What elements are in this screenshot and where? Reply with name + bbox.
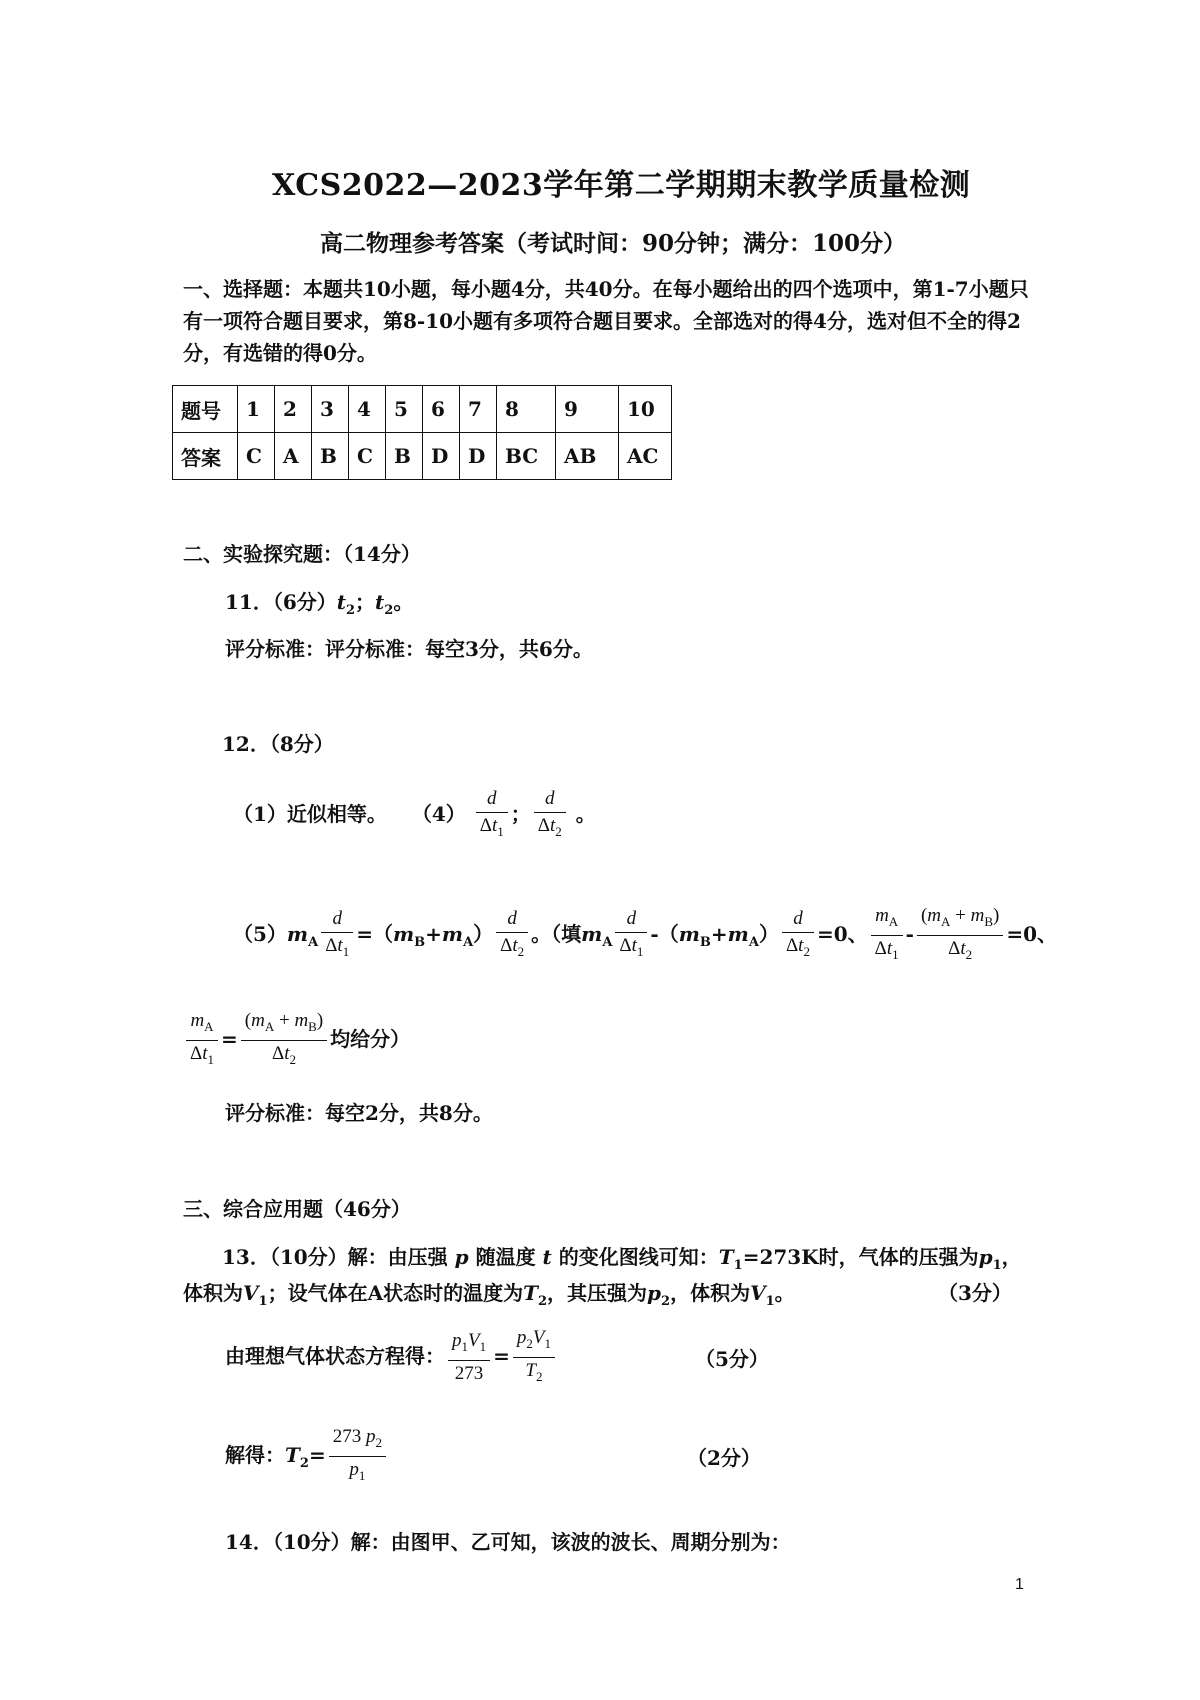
- q13-text: 随温度: [475, 1245, 536, 1269]
- table-cell: B: [386, 433, 423, 480]
- fraction-p1v1-273: $\frac{p_1V_1}{273}$: [448, 1328, 490, 1387]
- section1-instructions: 一、选择题：本题共10小题，每小题4分，共40分。在每小题给出的四个选项中，第1-7小题只有一项符合题目要求，第8-10小题有多项符合题目要求。全部选对的得4分，选对但不全的得2分，有选错的得0分。: [183, 277, 1029, 365]
- q12-line-1: （1）近似相等。 （4） $\frac{d}{\Delta t_1}$ ； $\frac{d}{\Delta t_2}$ 。: [233, 786, 596, 845]
- q11-sub: 2: [346, 603, 356, 618]
- fraction-mA-dt1: $\frac{m_A}{\Delta t_1}$: [871, 903, 903, 968]
- table-cell: C: [349, 433, 386, 480]
- q13-text: ；设气体在A状态时的温度为: [267, 1281, 524, 1305]
- table-cell: 5: [386, 386, 423, 433]
- q11-sep: ；: [355, 590, 376, 614]
- fraction-mAmB-dt2: $\frac{(m_A + m_B)}{\Delta t_2}$: [241, 1008, 327, 1073]
- q11-answer: [225, 586, 413, 618]
- table-cell: 2: [275, 386, 312, 433]
- table-cell: 9: [556, 386, 619, 433]
- q13-solve-line: 解得：$T_2=$ $\frac{273 p_2}{p_1}$: [225, 1424, 389, 1489]
- table-cell: 10: [619, 386, 672, 433]
- fraction-d-dt2: $\frac{d}{\Delta t_2}$: [496, 906, 528, 965]
- table-cell: AB: [556, 433, 619, 480]
- table-cell: C: [238, 433, 275, 480]
- table-cell: 4: [349, 386, 386, 433]
- q12-part4: （4）: [411, 801, 466, 826]
- table-row: [173, 433, 672, 480]
- q11-sub: 2: [384, 603, 394, 618]
- q13-text: 13．（10分）解：由压强: [222, 1245, 448, 1269]
- q12-part1: （1）近似相等。: [233, 801, 387, 826]
- fraction-mAmB-dt2: $\frac{(m_A + m_B)}{\Delta t_2}$: [917, 903, 1003, 968]
- q12-line-5-cont: $\frac{m_A}{\Delta t_1}$ = $\frac{(m_A + m_B)}{\Delta t_2}$ 均给分）: [183, 1008, 410, 1073]
- q13-line-1: 13．（10分）解：由压强 p 随温度 t 的变化图线可知：$T_1=273K$时，气体的压强为$p_1$，: [222, 1245, 1022, 1273]
- q13-score-1: （3分）: [938, 1281, 1012, 1305]
- q13-score-2: （5分）: [695, 1347, 769, 1371]
- fraction-d-dt1: $\frac{d}{\Delta t_1}$: [321, 906, 353, 965]
- page-subtitle: 高二物理参考答案（考试时间：90分钟；满分：100分）: [320, 230, 907, 257]
- table-cell: 6: [423, 386, 460, 433]
- q13-solve-label: 解得：: [225, 1442, 285, 1467]
- table-cell: 3: [312, 386, 349, 433]
- q11-scoring: 评分标准：评分标准：每空3分，共6分。: [225, 637, 593, 661]
- page-title: XCS2022—2023学年第二学期期末教学质量检测: [272, 168, 971, 203]
- q13-score-3: （2分）: [687, 1446, 761, 1470]
- q13-line-2: 体积为$V_1$；设气体在A状态时的温度为$T_2$，其压强为$p_2$，体积为$V_1$。: [183, 1281, 795, 1309]
- table-cell: D: [423, 433, 460, 480]
- q14-line-1: 14．（10分）解：由图甲、乙可知，该波的波长、周期分别为：: [225, 1530, 791, 1554]
- q13-text: 体积为: [183, 1281, 243, 1305]
- table-cell: 1: [238, 386, 275, 433]
- q12-heading: 12．（8分）: [222, 732, 334, 756]
- q11-var-t: t: [375, 590, 385, 614]
- q13-text: 。: [774, 1281, 795, 1305]
- table-cell: BC: [497, 433, 556, 480]
- q13-text: ，其压强为: [547, 1281, 648, 1305]
- fraction-d-dt2: $\frac{d}{\Delta t_2}$: [782, 906, 814, 965]
- table-cell: AC: [619, 433, 672, 480]
- fraction-mA-dt1: $\frac{m_A}{\Delta t_1}$: [186, 1008, 218, 1073]
- q13-text: ，体积为: [670, 1281, 751, 1305]
- q12-part5: （5）: [233, 921, 287, 946]
- q12-line-5: $(5)m_A$ $\frac{d}{\Delta t_1}$ $=(m_B+m_A)$ $\frac{d}{\Delta t_2}$ 。（填$m_A$ $\frac{d}{\Delta t_1}$ $-(m_B+m_A)$ $\frac{d}{\Delta t_2}$ =0、 $\frac{m_A}{\Delta t_1}$ - $\frac{(m_A + m_B)}{\Delta t_2}$ =0、: [233, 903, 1057, 968]
- table-cell: B: [312, 433, 349, 480]
- fraction-d-dt1: $\frac{d}{\Delta t_1}$: [476, 786, 508, 845]
- q12-tail: 均给分）: [330, 1026, 411, 1051]
- q11-var-t: t: [336, 590, 346, 614]
- fraction-p2v1-t2: $\frac{p_2V_1}{T_2}$: [513, 1325, 555, 1390]
- q13-text: =273K时，气体的压强为: [742, 1245, 979, 1269]
- table-cell: D: [460, 433, 497, 480]
- table-cell: 7: [460, 386, 497, 433]
- table-row-label: 题号: [173, 386, 238, 433]
- section3-heading: 三、综合应用题（46分）: [183, 1197, 411, 1221]
- q11-end: 。: [393, 590, 414, 614]
- table-cell: 8: [497, 386, 556, 433]
- fraction-d-dt1: $\frac{d}{\Delta t_1}$: [615, 906, 647, 965]
- q13-eq-label: 由理想气体状态方程得：: [225, 1343, 445, 1368]
- q12-fill-note: 。（填: [531, 921, 582, 946]
- section2-heading: 二、实验探究题：（14分）: [183, 542, 421, 566]
- q12-scoring: 评分标准：每空2分，共8分。: [225, 1101, 493, 1125]
- fraction-d-dt2: $\frac{d}{\Delta t_2}$: [534, 786, 566, 845]
- table-cell: A: [275, 433, 312, 480]
- q11-prefix: 11．（6分）: [225, 590, 337, 614]
- table-row: [173, 386, 672, 433]
- q13-equation-line: 由理想气体状态方程得： $\frac{p_1V_1}{273}$ = $\frac{p_2V_1}{T_2}$: [225, 1325, 558, 1390]
- fraction-273p2-p1: $\frac{273 p_2}{p_1}$: [329, 1424, 386, 1489]
- page-number: 1: [1015, 1576, 1024, 1593]
- q13-text: 的变化图线可知：: [558, 1245, 719, 1269]
- table-row-label: 答案: [173, 433, 238, 480]
- answer-table: [172, 385, 672, 480]
